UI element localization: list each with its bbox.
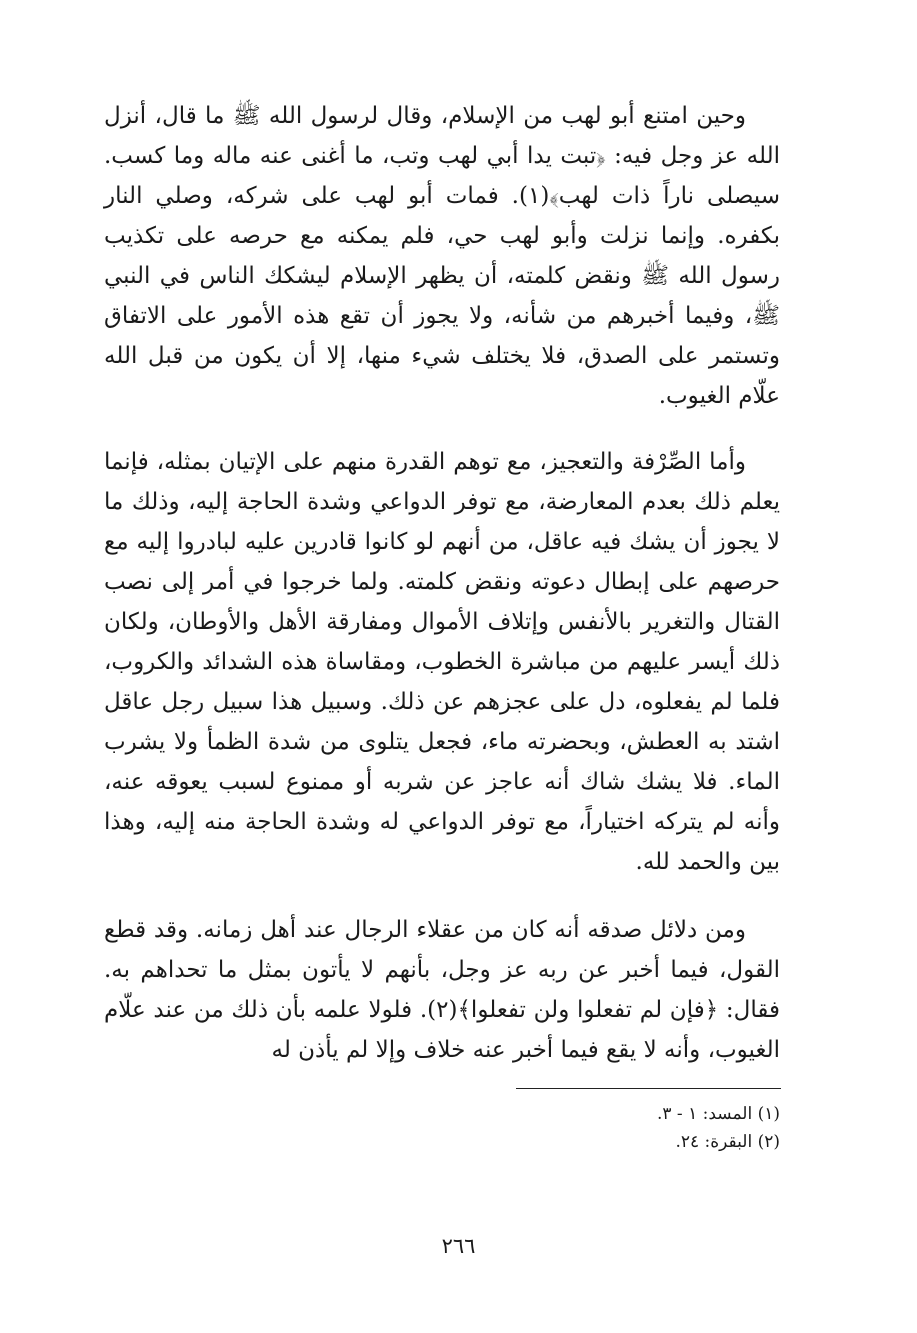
- body-paragraph-1: [104, 96, 780, 416]
- footnotes: [480, 1100, 780, 1156]
- paragraph-text: ومن دلائل صدقه أنه كان من عقلاء الرجال عند أهل زمانه. وقد قطع القول، فيما أخبر عن ربه عز وجل، بأنهم لا يأتون بمثل ما تحداهم به. فقال: ﴿فإن لم تفعلوا ولن تفعلوا﴾(٢). فلولا علمه بأن ذلك من عند علّام الغيوب، وأنه لا يقع فيما أخبر عنه خلاف وإلا لم يأذن له: [104, 917, 780, 1063]
- body-paragraph-2: [104, 442, 780, 882]
- footnote-divider: [516, 1088, 781, 1089]
- footnote-2: (٢) البقرة: ٢٤.: [675, 1132, 780, 1152]
- footnote-1: (١) المسد: ١ - ٣.: [656, 1104, 780, 1124]
- body-paragraph-3: [104, 910, 780, 1070]
- page-number: ٢٦٦: [441, 1234, 476, 1258]
- paragraph-text: وحين امتنع أبو لهب من الإسلام، وقال لرسول الله ﷺ ما قال، أنزل الله عز وجل فيه: ﴿تبت يدا أبي لهب وتب، ما أغنى عنه ماله وما كسب. سيصلى ناراً ذات لهب﴾(١). فمات أبو لهب على شركه، وصلي النار بكفره. وإنما نزلت وأبو لهب حي، فلم يمكنه مع حرصه على تكذيب رسول الله ﷺ ونقض كلمته، أن يظهر الإسلام ليشكك الناس في النبي ﷺ، وفيما أخبرهم من شأنه، ولا يجوز أن تقع هذه الأمور على الاتفاق وتستمر على الصدق، فلا يختلف شيء منها، إلا أن يكون من قبل الله علّام الغيوب.: [104, 103, 780, 409]
- paragraph-text: وأما الصِّرْفة والتعجيز، مع توهم القدرة منهم على الإتيان بمثله، فإنما يعلم ذلك بعدم المعارضة، مع توفر الدواعي وشدة الحاجة إليه، وذلك ما لا يجوز أن يشك فيه عاقل، من أنهم لو كانوا قادرين عليه لبادروا إليه مع حرصهم على إبطال دعوته ونقض كلمته. ولما خرجوا في أمر إلى نصب القتال والتغرير بالأنفس وإتلاف الأموال ومفارقة الأهل والأوطان، ولكان ذلك أيسر عليهم من مباشرة الخطوب، ومقاساة هذه الشدائد والكروب، فلما لم يفعلوه، دل على عجزهم عن ذلك. وسبيل هذا سبيل رجل عاقل اشتد به العطش، وبحضرته ماء، فجعل يتلوى من شدة الظمأ ولا يشرب الماء. فلا يشك شاك أنه عاجز عن شربه أو ممنوع لسبب يعوقه عنه، وأنه لم يتركه اختياراً، مع توفر الدواعي له وشدة الحاجة منه إليه، وهذا بين والحمد لله.: [104, 449, 781, 875]
